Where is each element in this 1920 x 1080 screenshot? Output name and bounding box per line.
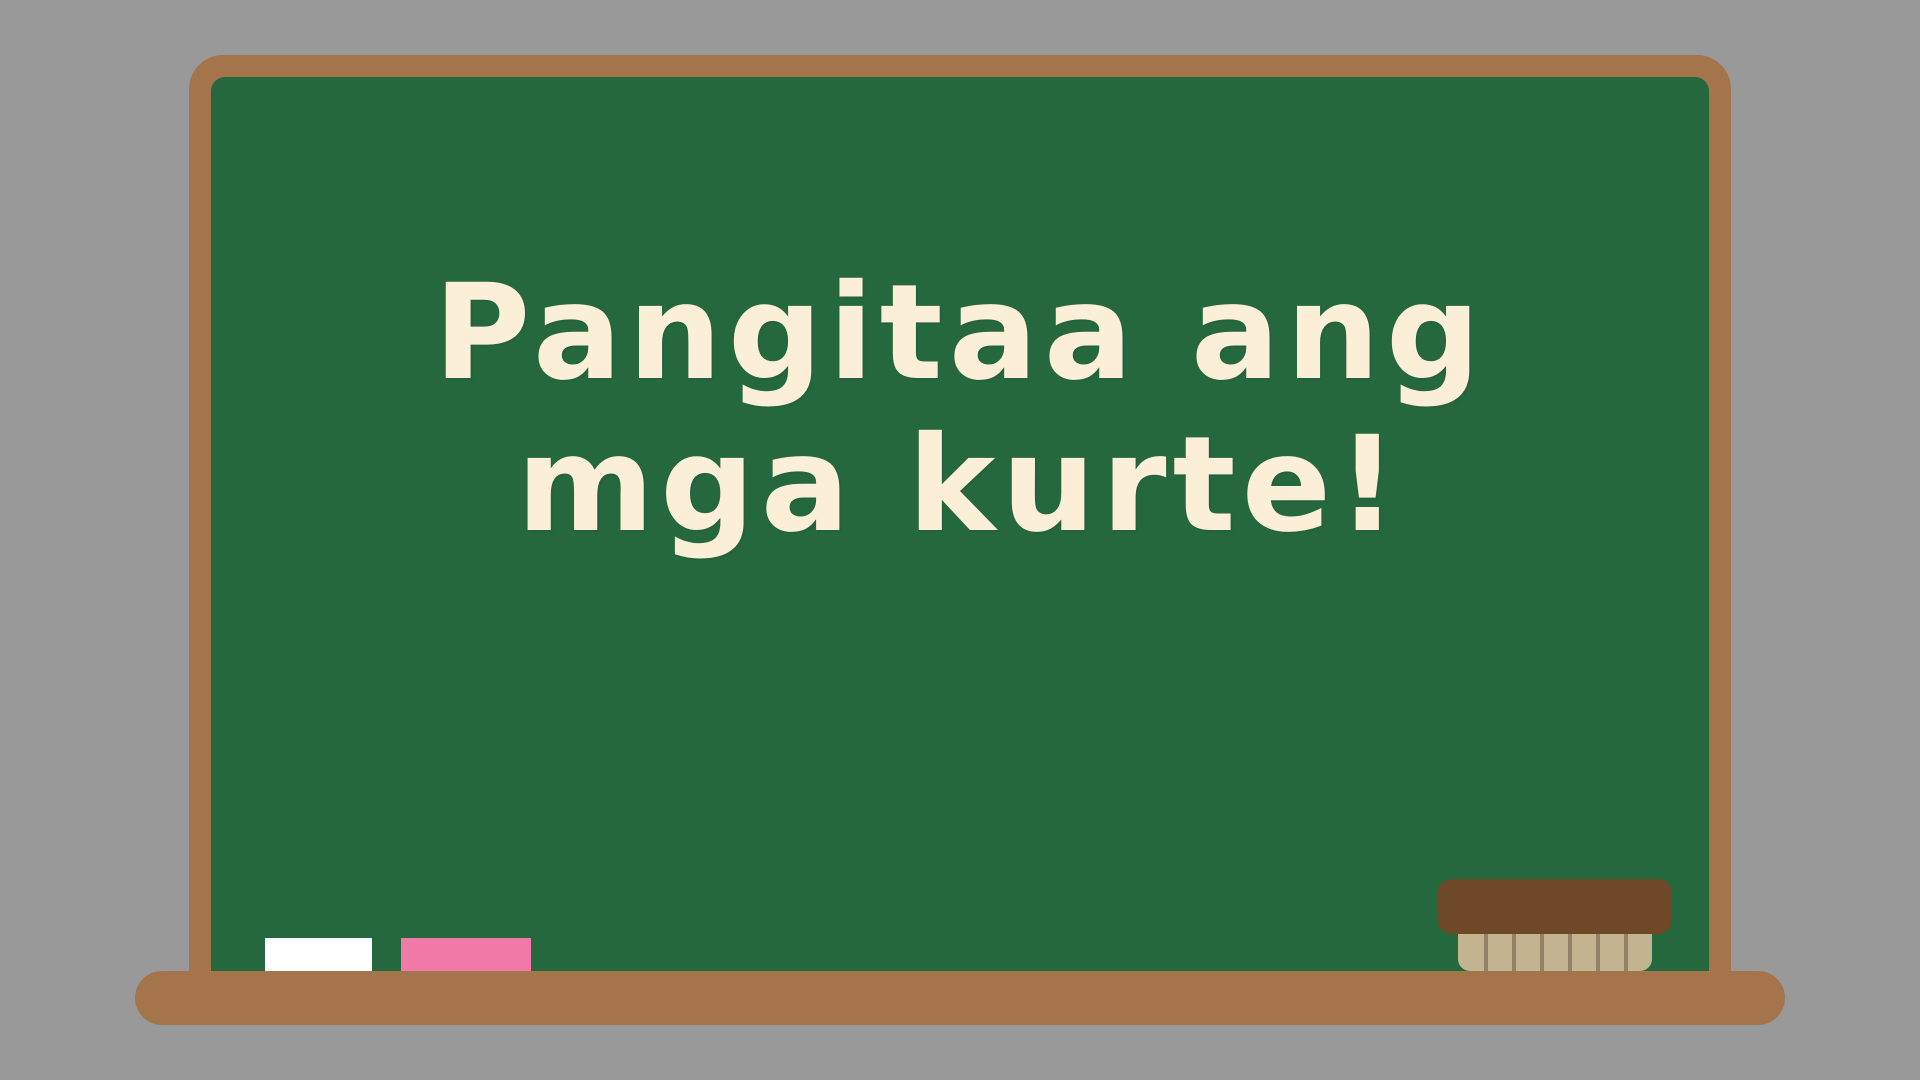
chalk-ledge xyxy=(135,971,1785,1025)
eraser-felt-line xyxy=(1512,934,1516,971)
white-chalk-icon xyxy=(265,938,372,971)
title-line-1: Pangitaa ang xyxy=(433,256,1487,410)
eraser-felt-line xyxy=(1568,934,1572,971)
pink-chalk-icon xyxy=(401,938,531,971)
eraser-felt-line xyxy=(1596,934,1600,971)
chalkboard-surface xyxy=(211,77,1709,1017)
eraser-felt-line xyxy=(1624,934,1628,971)
slide-title xyxy=(211,257,1709,561)
eraser-felt xyxy=(1458,934,1652,971)
title-line-2: mga kurte! xyxy=(516,408,1404,562)
eraser-felt-line xyxy=(1484,934,1488,971)
chalkboard-frame xyxy=(189,55,1731,1015)
eraser-handle xyxy=(1438,879,1672,934)
eraser-felt-line xyxy=(1540,934,1544,971)
eraser-icon xyxy=(1438,879,1672,971)
